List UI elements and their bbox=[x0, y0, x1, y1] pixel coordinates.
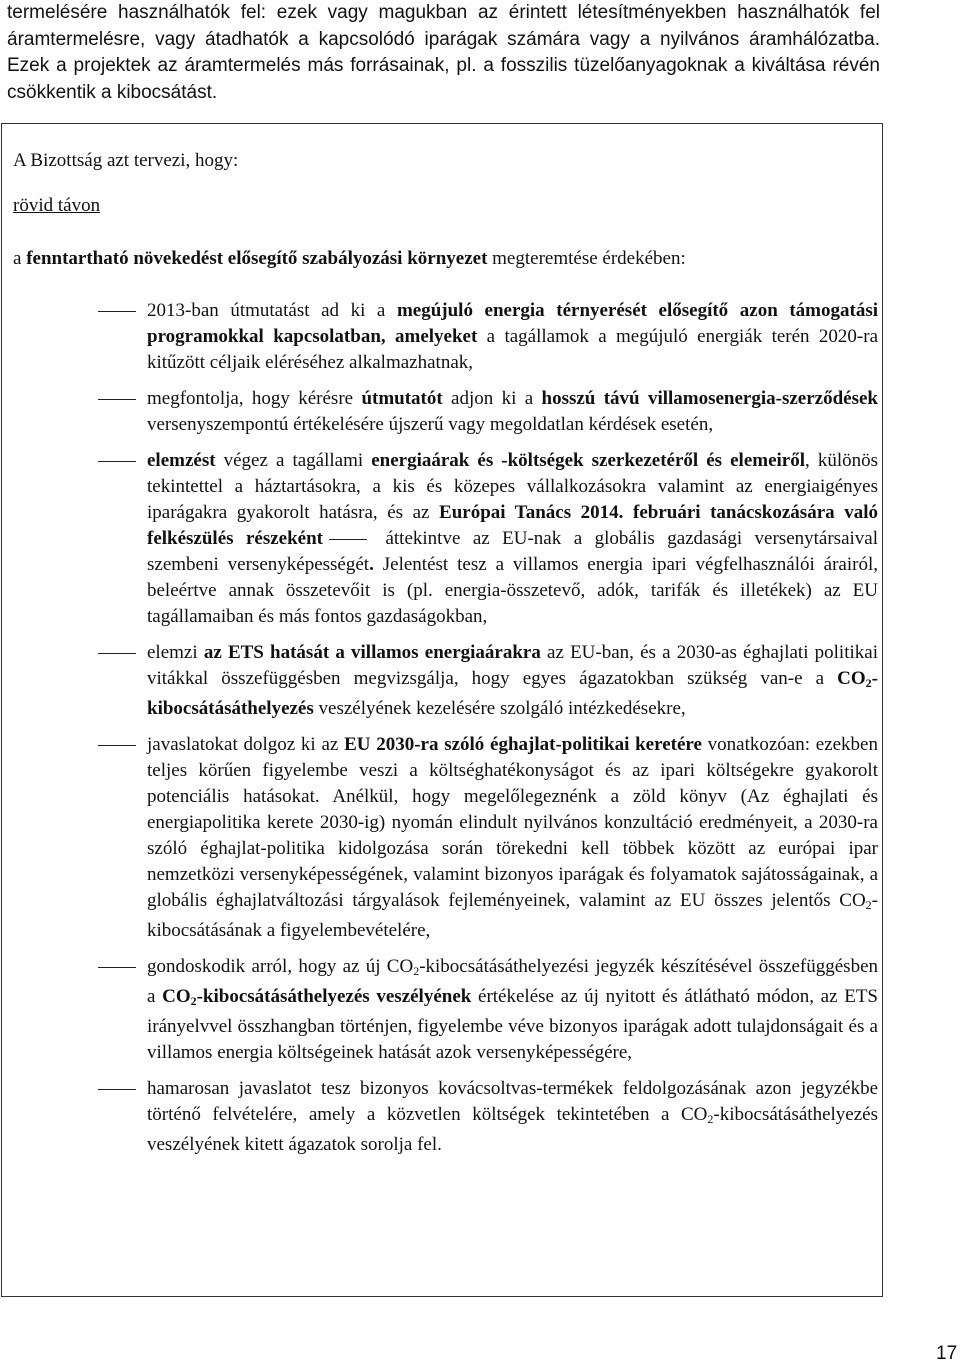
list-item: elemzi az ETS hatását a villamos energiaárakra az EU-ban, és a 2030-as éghajlati politikai vitákkal összefüggésben megvizsgálja, hogy egyes ágazatokban szükség van-e a $CO_2$-kibocsátásáthelyezés veszélyének kezelésére szolgáló intézkedésekre, bbox=[2, 640, 878, 722]
context-bold: fenntartható növekedést elősegítő szabályozási környezet bbox=[26, 248, 488, 269]
list-item: megfontolja, hogy kérésre útmutatót adjon ki a hosszú távú villamosenergia-szerződések versenyszempontú értékelésére újszerű vagy megoldatlan kérdések esetén, bbox=[2, 386, 878, 438]
intro-text: termelésére használhatók fel: ezek vagy magukban az érintett létesítményekben használhatók fel áramtermelésre, vagy átadhatók a kapcsolódó iparágak számára vagy a nyilvános áramhálózatba. Ezek a projektek az áramtermelés más forrásainak, pl. a fosszilis tüzelőanyagoknak a kiváltása révén csökkentik a kibocsátást. bbox=[7, 2, 880, 103]
box-lead: A Bizottság azt tervezi, hogy: bbox=[13, 150, 239, 171]
context-pre: a bbox=[13, 248, 27, 269]
list-item: gondoskodik arról, hogy az új $CO_2$-kibocsátásáthelyezési jegyzék készítésével összefüggésben a $CO_2$-kibocsátásáthelyezés veszélyének értékelése az új nyitott és átlátható módon, az ETS irányelvvel összhangban történjen, figyelembe véve bizonyos iparágak adott tulajdonságait és a villamos energia költségeinek hatását azok versenyképességére, bbox=[2, 954, 878, 1066]
dash-marker bbox=[98, 1089, 136, 1090]
intro-paragraph bbox=[7, 0, 880, 106]
list-item: javaslatokat dolgoz ki az EU 2030-ra szóló éghajlat-politikai keretére vonatkozóan: ezekben teljes körűen figyelembe veszi a költséghatékonyságot és az ipari költségekre gyakorolt potenciális hatásokat. Anélkül, hogy megelőlegeznénk a zöld könyv (Az éghajlati és energiapolitika kerete 2030-ig) nyomán elindult nyilvános konzultáció eredményeit, a 2030-ra szóló éghajlat-politika kidolgozása során törekedni kell többek között az európai ipar nemzetközi versenyképességének, valamint bizonyos iparágak és folyamatok sajátosságainak, a globális éghajlatváltozási tárgyalások fejleményeinek, valamint az EU összes jelentős $CO_2$-kibocsátásának a figyelembevételére, bbox=[2, 732, 878, 944]
box-heading-text: rövid távon bbox=[13, 195, 101, 216]
box-context bbox=[13, 248, 873, 270]
inline-dash bbox=[329, 539, 367, 540]
action-list bbox=[2, 298, 878, 1168]
framed-box bbox=[1, 123, 883, 1297]
dash-marker bbox=[98, 461, 136, 462]
dash-marker bbox=[98, 399, 136, 400]
box-heading bbox=[13, 195, 100, 217]
dash-marker bbox=[98, 967, 136, 968]
page-number: 17 bbox=[936, 1343, 958, 1364]
list-item: elemzést végez a tagállami energiaárak és -költségek szerkezetéről és elemeiről, különös tekintettel a háztartásokra, a kis és közepes vállalkozásokra valamint az energiaigényes iparágakra gyakorolt hatásra, és az Európai Tanács 2014. februári tanácskozására való felkészülés részeként áttekintve az EU-nak a globális gazdasági versenytársaival szembeni versenyképességét. Jelentést tesz a villamos energia ipari végfelhasználói árairól, beleértve annak összetevőit is (pl. energia-összetevő, adók, tarifák és illetékek) az EU tagállamaiban és más fontos gazdaságokban, bbox=[2, 448, 878, 630]
dash-marker bbox=[98, 311, 136, 312]
dash-marker bbox=[98, 653, 136, 654]
list-item: hamarosan javaslatot tesz bizonyos kovácsoltvas-termékek feldolgozásának azon jegyzékbe történő felvételére, amely a közvetlen költségek tekintetében a $CO_2$-kibocsátásáthelyezés veszélyének kitett ágazatok sorolja fel. bbox=[2, 1076, 878, 1158]
list-item: 2013-ban útmutatást ad ki a megújuló energia térnyerését elősegítő azon támogatási programokkal kapcsolatban, amelyeket a tagállamok a megújuló energiák terén 2020-ra kitűzött céljaik eléréséhez alkalmazhatnak, bbox=[2, 298, 878, 376]
dash-marker bbox=[98, 745, 136, 746]
context-post: megteremtése érdekében: bbox=[487, 248, 686, 269]
